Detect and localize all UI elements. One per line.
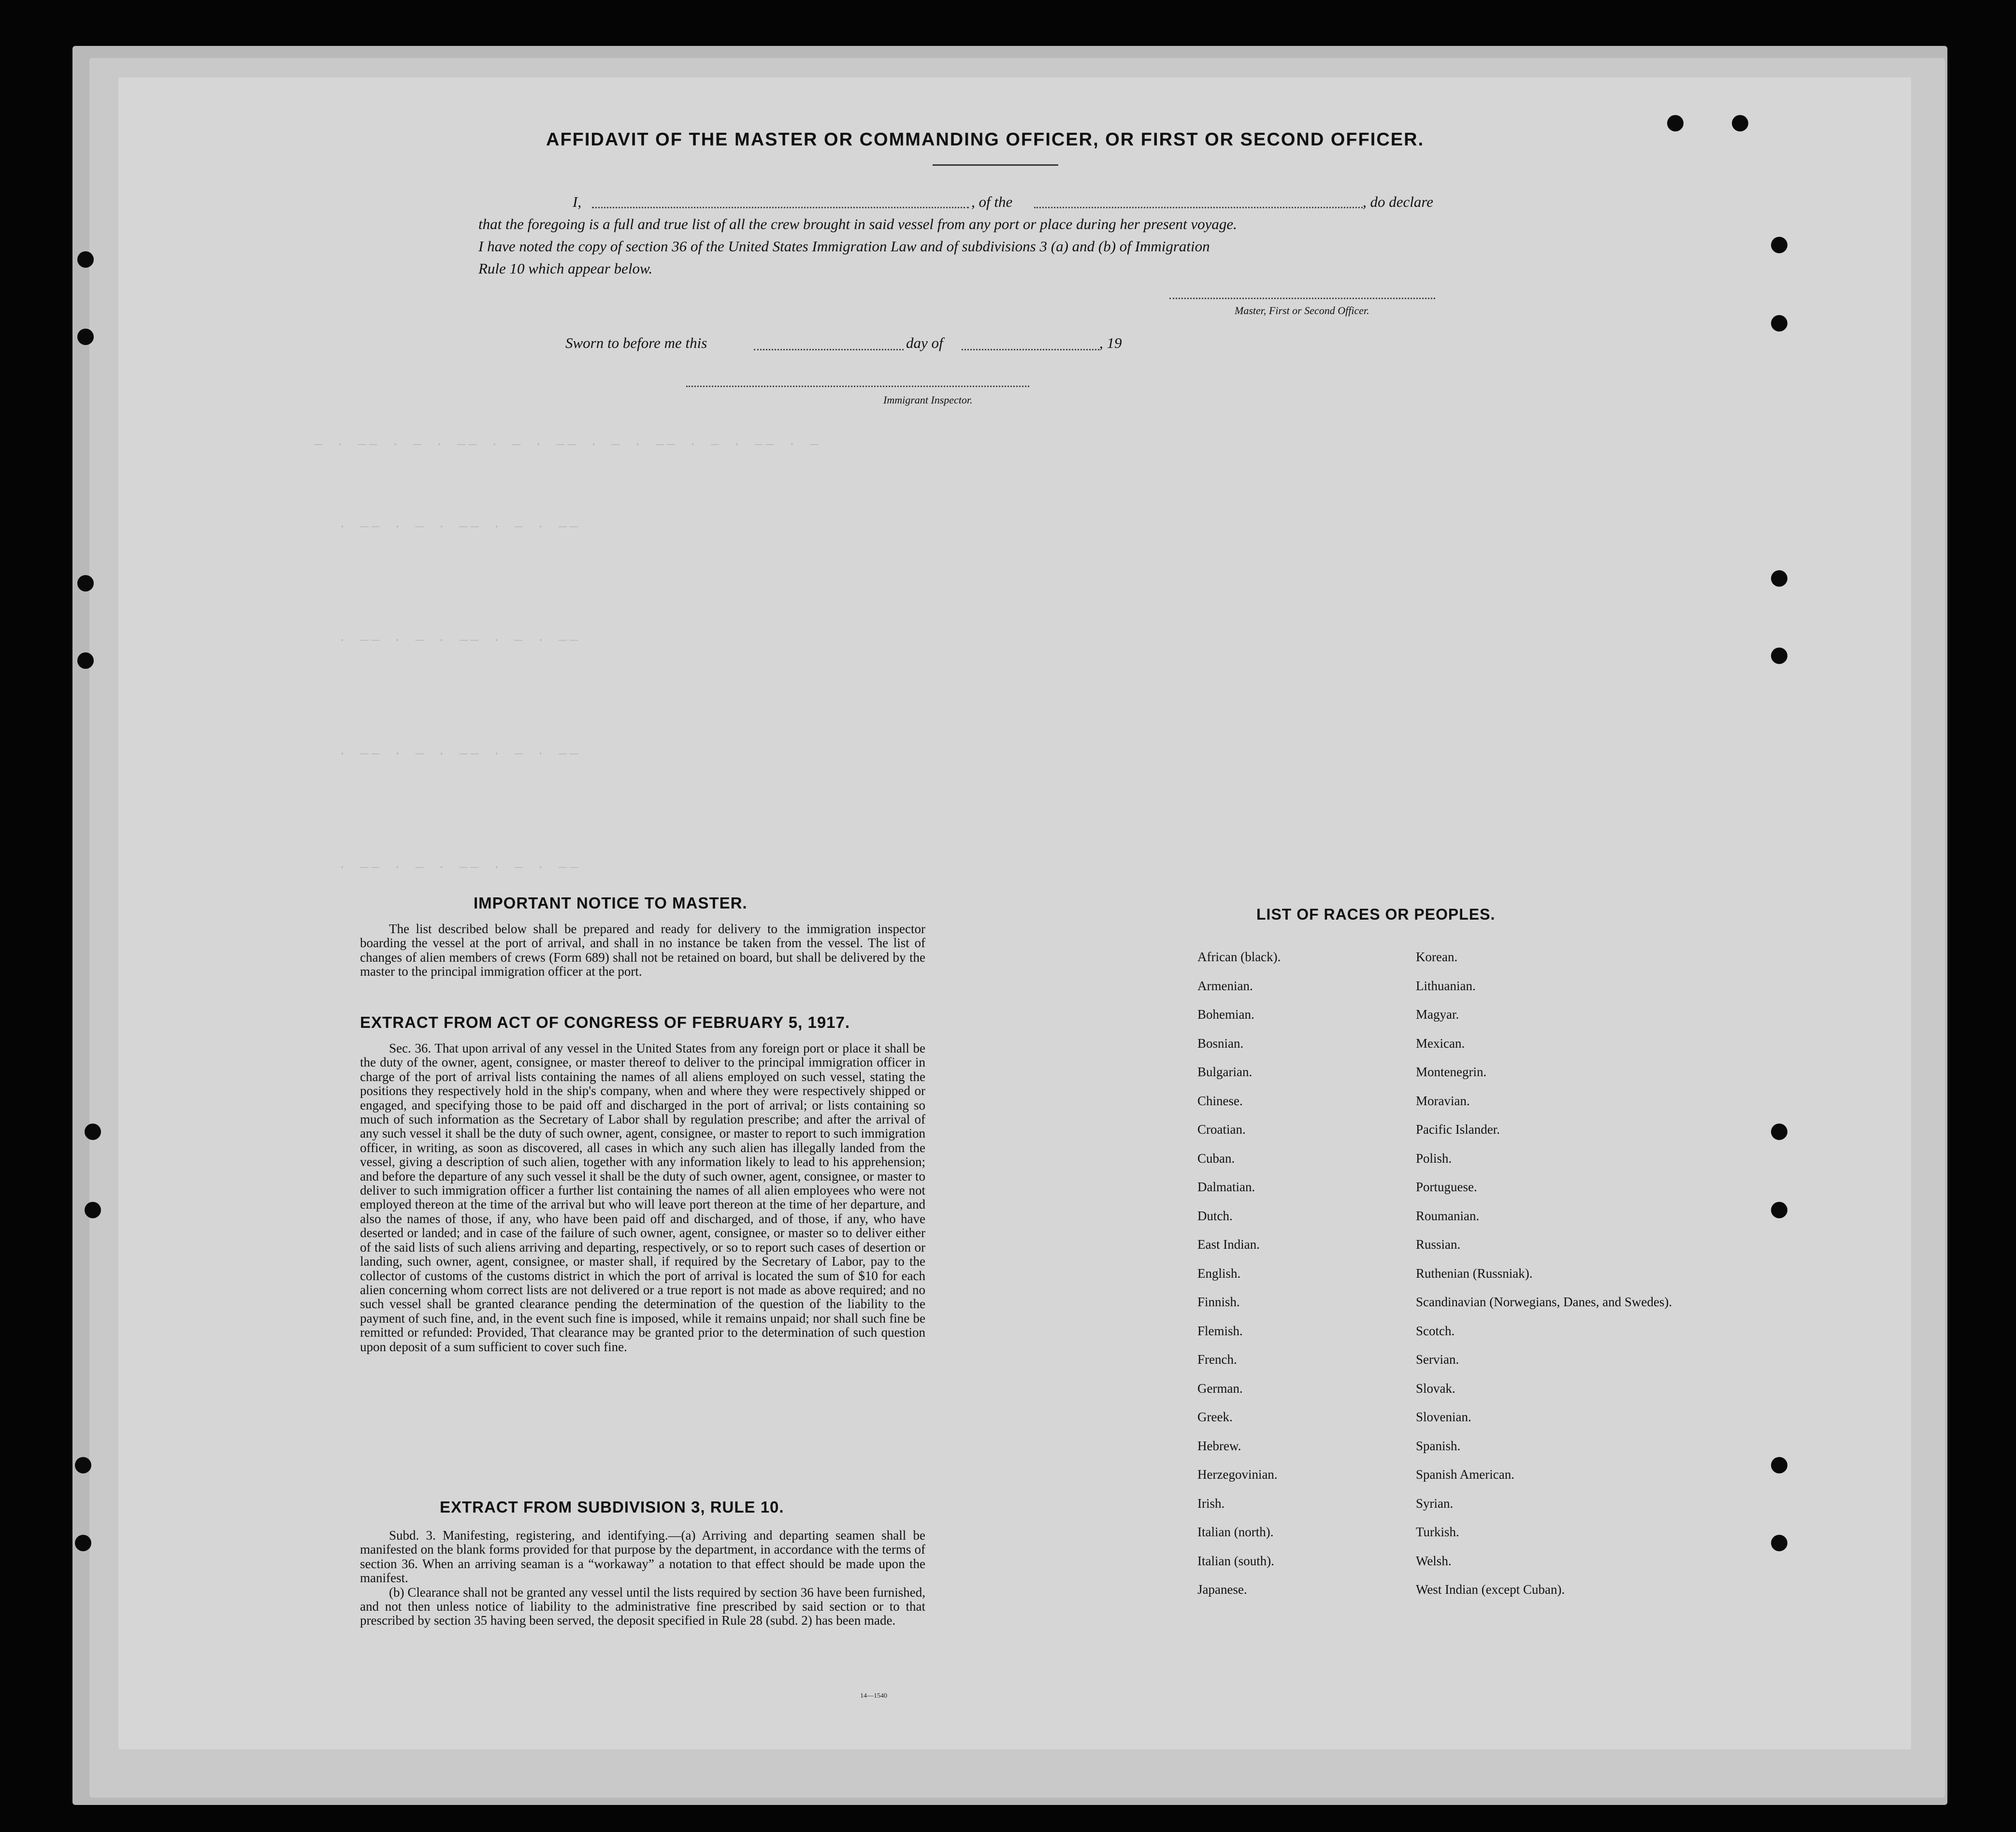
race-item: Scandinavian (Norwegians, Danes, and Swedes).: [1416, 1295, 1672, 1309]
inspector-signature-field[interactable]: [686, 386, 1029, 387]
race-item: Hebrew.: [1197, 1438, 1241, 1453]
race-item: Turkish.: [1416, 1525, 1459, 1539]
race-item: Finnish.: [1197, 1295, 1240, 1309]
bleed-through-row: · —— · — · —— · — · ——: [338, 633, 581, 648]
binder-hole: [77, 575, 94, 591]
rule-text-a: Subd. 3. Manifesting, registering, and identifying.—(a) Arriving and departing seamen shall be manifested on the blank forms provided for that purpose by the department, in accordance with the terms of section 36. When an arriving seaman is a “workaway” a notation to that effect should be made upon the manifest.: [360, 1528, 925, 1586]
rule-title: EXTRACT FROM SUBDIVISION 3, RULE 10.: [440, 1498, 784, 1516]
race-item: Dutch.: [1197, 1208, 1233, 1223]
races-column-1: [1197, 951, 1281, 1612]
race-item: Greek.: [1197, 1410, 1233, 1424]
sworn-month-field[interactable]: [962, 349, 1099, 350]
binder-hole: [85, 1202, 101, 1218]
race-item: Portuguese.: [1416, 1180, 1477, 1194]
race-item: Chinese.: [1197, 1093, 1243, 1108]
binder-hole: [1771, 1457, 1787, 1473]
race-item: Italian (south).: [1197, 1553, 1274, 1568]
master-name-field[interactable]: [592, 207, 969, 208]
act-title: EXTRACT FROM ACT OF CONGRESS OF FEBRUARY 5, 1917.: [360, 1013, 850, 1031]
binder-hole: [77, 652, 94, 669]
race-item: German.: [1197, 1381, 1243, 1396]
binder-hole: [1667, 115, 1684, 131]
race-item: Bosnian.: [1197, 1036, 1244, 1051]
race-item: Lithuanian.: [1416, 978, 1476, 993]
race-item: Polish.: [1416, 1151, 1452, 1166]
binder-hole: [1771, 237, 1787, 253]
affidavit-of-the: , of the: [971, 193, 1013, 210]
bleed-through-row: · —— · — · —— · — · ——: [338, 747, 581, 762]
notice-body: [360, 922, 925, 979]
bleed-through-row: — · —— · — · —— · — · —— · — · —— · — · —— · —: [314, 437, 821, 452]
race-item: Korean.: [1416, 950, 1458, 964]
bleed-through-row: · —— · — · —— · — · ——: [338, 519, 581, 534]
title-rule: [933, 164, 1058, 166]
affidavit-line-3: I have noted the copy of section 36 of the United States Immigration Law and of subdivisions 3 (a) and (b) of Immigration: [478, 238, 1210, 255]
binder-hole: [1732, 115, 1748, 131]
binder-hole: [1771, 1124, 1787, 1140]
race-item: West Indian (except Cuban).: [1416, 1582, 1565, 1597]
year-label: , 19: [1099, 334, 1122, 351]
affidavit-name-prefix: I,: [573, 193, 582, 210]
race-item: Mexican.: [1416, 1036, 1465, 1051]
affidavit-declare: , do declare: [1363, 193, 1434, 210]
race-item: Slovenian.: [1416, 1410, 1471, 1424]
vessel-name-field[interactable]: [1034, 207, 1363, 208]
binder-hole: [75, 1535, 91, 1551]
race-item: Syrian.: [1416, 1496, 1454, 1511]
races-title: LIST OF RACES OR PEOPLES.: [1256, 906, 1496, 923]
binder-hole: [77, 329, 94, 345]
affidavit-line-4: Rule 10 which appear below.: [478, 260, 653, 277]
race-item: French.: [1197, 1352, 1237, 1367]
master-signature-field[interactable]: [1169, 298, 1435, 299]
act-body: [360, 1041, 925, 1354]
binder-hole: [1771, 1535, 1787, 1551]
race-item: Japanese.: [1197, 1582, 1247, 1597]
race-item: English.: [1197, 1266, 1241, 1281]
races-column-2: [1416, 951, 1672, 1612]
race-item: African (black).: [1197, 950, 1281, 964]
race-item: Croatian.: [1197, 1122, 1246, 1137]
race-item: Spanish.: [1416, 1438, 1461, 1453]
sworn-label: Sworn to before me this: [565, 334, 707, 351]
affidavit-line-2: that the foregoing is a full and true list of all the crew brought in said vessel from any port or place during her present voyage.: [478, 216, 1237, 232]
race-item: Spanish American.: [1416, 1467, 1514, 1482]
inspector-label: Immigrant Inspector.: [883, 394, 973, 406]
binder-hole: [1771, 570, 1787, 587]
binder-hole: [1771, 1202, 1787, 1218]
binder-hole: [75, 1457, 91, 1473]
race-item: Bohemian.: [1197, 1007, 1254, 1022]
affidavit-title: AFFIDAVIT OF THE MASTER OR COMMANDING OFFICER, OR FIRST OR SECOND OFFICER.: [546, 130, 1425, 150]
form-number: 14—1540: [860, 1692, 887, 1700]
race-item: Armenian.: [1197, 978, 1253, 993]
rule-body: [360, 1529, 925, 1628]
race-item: Dalmatian.: [1197, 1180, 1255, 1194]
race-item: Servian.: [1416, 1352, 1459, 1367]
master-signature-label: Master, First or Second Officer.: [1235, 304, 1369, 317]
race-item: Moravian.: [1416, 1093, 1470, 1108]
race-item: Magyar.: [1416, 1007, 1459, 1022]
binder-hole: [77, 251, 94, 268]
act-text: Sec. 36. That upon arrival of any vessel in the United States from any foreign port or place it shall be the duty of the owner, agent, consignee, or master thereof to deliver to the principal immigration officer in charge of the port of arrival lists containing the names of all aliens employed on such vessel, stating the positions they respectively hold in the ship's company, when and where they were respectively shipped or engaged, and specifying those to be paid off and discharged in the port of arrival; or lists containing so much of such information as the Secretary of Labor shall by regulation prescribe; and after the arrival of any such vessel it shall be the duty of such owner, agent, consignee, or master to report to such immigration officer, in writing, as soon as discovered, all cases in which any such alien has illegally landed from the vessel, giving a description of such alien, together with any information likely to lead to his apprehension; and before the departure of any such vessel it shall be the duty of such owner, agent, consignee, or master to deliver to such immigration officer a further list containing the names of all alien employees who were not employed thereon at the time of the arrival but who will leave port thereon at the time of her departure, and also the names of those, if any, who have been paid off and discharged, and of those, if any, who have deserted or landed; and in case of the failure of such owner, agent, consignee, or master so to deliver either of the said lists of such aliens arriving and departing, respectively, or so to report such cases of desertion or landing, such owner, agent, consignee, or master shall, if required by the Secretary of Labor, pay to the collector of customs of the customs district in which the port of arrival is located the sum of $10 for each alien concerning whom correct lists are not delivered or a true report is not made as above required; and no such vessel shall be granted clearance pending the determination of the question of the liability to the payment of such fine, and, in the event such fine is imposed, while it remains unpaid; nor shall such fine be remitted or refunded: Provided, That clearance may be granted prior to the determination of such question upon deposit of a sum sufficient to cover such fine.: [360, 1041, 925, 1354]
race-item: Italian (north).: [1197, 1525, 1274, 1539]
race-item: Scotch.: [1416, 1323, 1455, 1338]
notice-title: IMPORTANT NOTICE TO MASTER.: [474, 894, 748, 912]
race-item: Montenegrin.: [1416, 1065, 1487, 1079]
binder-hole: [1771, 648, 1787, 664]
binder-hole: [1771, 315, 1787, 332]
bleed-through-row: · —— · — · —— · — · ——: [338, 860, 581, 875]
race-item: East Indian.: [1197, 1237, 1260, 1252]
race-item: Irish.: [1197, 1496, 1225, 1511]
binder-hole: [85, 1124, 101, 1140]
race-item: Pacific Islander.: [1416, 1122, 1500, 1137]
race-item: Slovak.: [1416, 1381, 1455, 1396]
notice-text: The list described below shall be prepared and ready for delivery to the immigration inspector boarding the vessel at the port of arrival, and shall in no instance be taken from the vessel. The list of changes of alien members of crews (Form 689) shall not be retained on board, but shall be delivered by the master to the principal immigration officer at the port.: [360, 922, 925, 979]
day-of-label: day of: [906, 334, 943, 351]
race-item: Cuban.: [1197, 1151, 1235, 1166]
race-item: Flemish.: [1197, 1323, 1243, 1338]
race-item: Ruthenian (Russniak).: [1416, 1266, 1533, 1281]
rule-text-b: (b) Clearance shall not be granted any vessel until the lists required by section 36 have been furnished, and not then unless notice of liability to the administrative fine prescribed by said section or to that prescribed by section 35 having been served, the deposit specified in Rule 28 (subd. 2) has been made.: [360, 1585, 925, 1628]
race-item: Welsh.: [1416, 1553, 1452, 1568]
race-item: Herzegovinian.: [1197, 1467, 1278, 1482]
race-item: Bulgarian.: [1197, 1065, 1253, 1079]
sworn-day-field[interactable]: [754, 349, 904, 350]
race-item: Roumanian.: [1416, 1208, 1480, 1223]
race-item: Russian.: [1416, 1237, 1461, 1252]
